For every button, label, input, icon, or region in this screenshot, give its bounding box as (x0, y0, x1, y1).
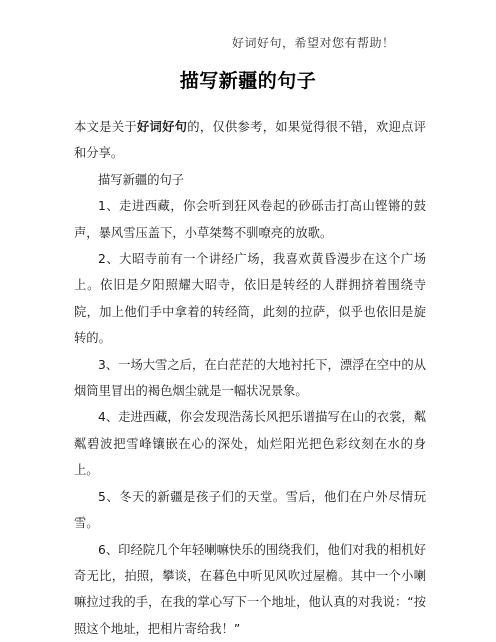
intro-keyword: 好词好句 (137, 120, 187, 134)
paragraph-1: 1、走进西藏，你会听到狂风卷起的砂砾击打高山铿锵的鼓声，暴风雪压盖下，小草桀骜不驯嘹亮的放歌。 (74, 193, 426, 246)
intro-paragraph (74, 114, 426, 167)
intro-text-before: 本文是关于 (74, 120, 137, 134)
document-title: 描写新疆的句子 (0, 66, 496, 93)
intro-text-after: 的，仅供参考，如果觉得很不错，欢迎点评和分享。 (74, 120, 426, 160)
header-note: 好词好句，希望对您有帮助！ (232, 34, 395, 51)
paragraph-2: 2、大昭寺前有一个讲经广场，我喜欢黄昏漫步在这个广场上。依旧是夕阳照耀大昭寺，依旧是转经的人群拥挤着围绕寺院，加上他们手中拿着的转经筒，此刻的拉萨，似乎也依旧是旋转的。 (74, 246, 426, 352)
paragraph-6: 6、印经院几个年轻喇嘛快乐的围绕我们，他们对我的相机好奇无比，拍照，攀谈，在暮色中听见风吹过屋檐。其中一个小喇嘛拉过我的手，在我的掌心写下一个地址，他认真的对我说：“按照这个地址，把相片寄给我！” (74, 537, 426, 642)
paragraph-4: 4、走进西藏，你会发现浩荡长风把乐谱描写在山的衣裳，粼粼碧波把雪峰镶嵌在心的深处，灿烂阳光把色彩纹刻在水的身上。 (74, 404, 426, 483)
paragraph-3: 3、一场大雪之后，在白茫茫的大地衬托下，漂浮在空中的从烟筒里冒出的褐色烟尘就是一幅状况景象。 (74, 352, 426, 405)
section-subtitle: 描写新疆的句子 (74, 167, 426, 193)
document-body (74, 114, 426, 642)
paragraph-5: 5、冬天的新疆是孩子们的天堂。雪后，他们在户外尽情玩雪。 (74, 484, 426, 537)
